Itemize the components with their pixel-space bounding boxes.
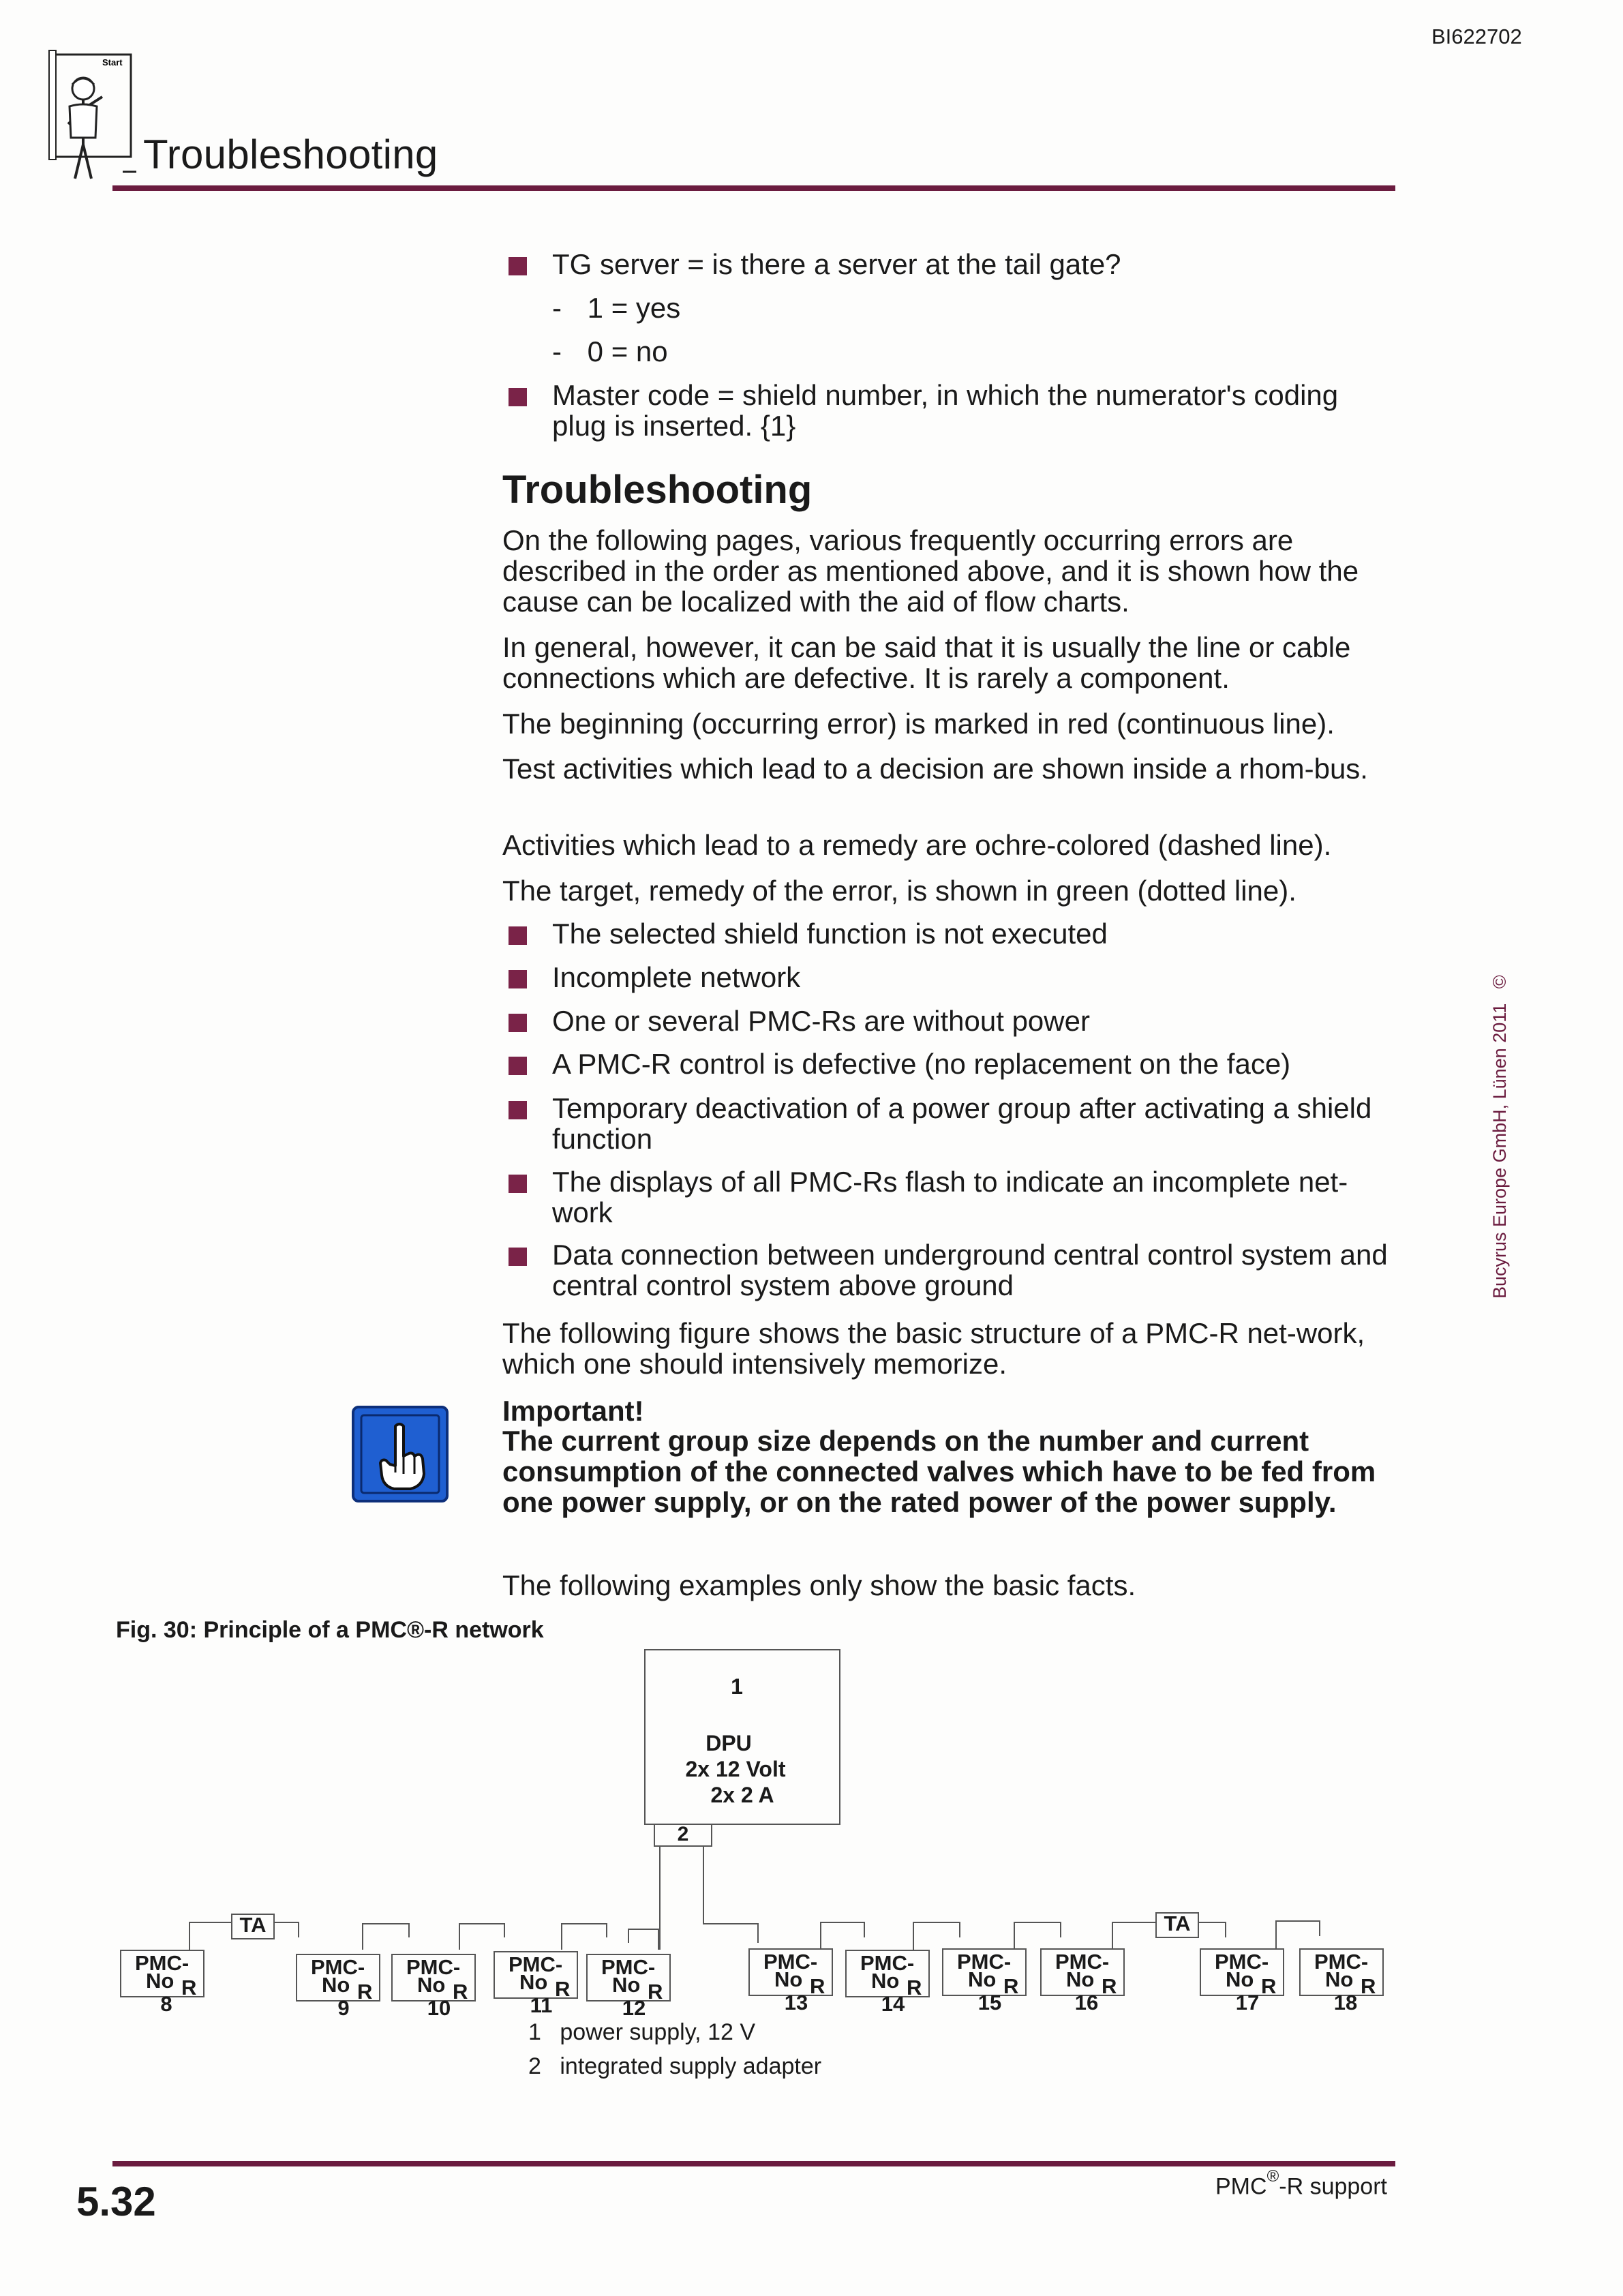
paragraph: The following examples only show the basic facts. <box>502 1569 1136 1601</box>
paragraph: In general, however, it can be said that it is usually the line or cable connections which are defective. It is rarely a component. <box>502 631 1351 694</box>
pmc-node <box>586 1954 671 2020</box>
pmc-node-no: No <box>1226 1967 1254 1991</box>
dpu-voltage: 2x 12 Volt <box>685 1757 786 1781</box>
bullet-marker <box>509 1175 527 1193</box>
sub-item <box>552 336 668 367</box>
pmc-node-suffix: R <box>1003 1974 1019 1998</box>
legend-number: 2 <box>528 2053 541 2079</box>
product-name-post: -R support <box>1279 2173 1387 2200</box>
legend-text: integrated supply adapter <box>560 2053 822 2079</box>
bullet-marker <box>509 388 527 406</box>
pmc-node-number: 18 <box>1333 1991 1358 2014</box>
section-heading: Troubleshooting <box>502 468 813 512</box>
bullet-marker <box>509 257 527 275</box>
legend-text: power supply, 12 V <box>560 2019 756 2045</box>
pmc-node-number: 17 <box>1235 1991 1260 2014</box>
dpu-current: 2x 2 A <box>710 1783 774 1807</box>
product-name-sup: ® <box>1266 2167 1279 2186</box>
paragraph: The target, remedy of the error, is shown in green (dotted line). <box>502 875 1296 907</box>
pmc-node-label: PMC- <box>1055 1950 1110 1974</box>
dpu-name: DPU <box>706 1731 752 1755</box>
bullet-marker <box>509 970 527 988</box>
pmc-node-label: PMC- <box>763 1950 818 1974</box>
pmc-node-number: 12 <box>622 1996 646 2020</box>
bullet-marker <box>509 1248 527 1266</box>
pmc-node-suffix: R <box>1361 1974 1376 1998</box>
bullet-marker <box>509 1014 527 1032</box>
pmc-node-no: No <box>417 1973 446 1997</box>
pmc-node-label: PMC- <box>311 1955 365 1979</box>
pmc-node-suffix: R <box>1102 1974 1117 1998</box>
paragraph: The following figure shows the basic structure of a PMC-R net-work, which one should intensively memorize. <box>502 1317 1365 1380</box>
pmc-node-suffix: R <box>648 1980 663 2004</box>
page-number: 5.32 <box>76 2179 156 2224</box>
header-rule <box>112 185 1395 191</box>
paragraph: Test activities which lead to a decision are shown inside a rhom-bus. <box>502 753 1368 785</box>
pmc-node-number: 15 <box>977 1991 1002 2014</box>
pmc-node-no: No <box>519 1970 548 1994</box>
product-name-pre: PMC <box>1215 2173 1267 2200</box>
pmc-node-label: PMC- <box>860 1951 915 1975</box>
pmc-node-suffix: R <box>810 1974 825 1998</box>
pmc-node-label: PMC- <box>509 1952 563 1976</box>
pmc-node-suffix: R <box>555 1977 571 2001</box>
copyright-text: Bucyrus Europe GmbH, Lünen 2011 <box>1489 1003 1510 1299</box>
pmc-node-label: PMC- <box>1314 1950 1369 1974</box>
pmc-node-number: 11 <box>530 1993 553 2017</box>
dpu-number: 1 <box>731 1674 743 1699</box>
pmc-node-suffix: R <box>181 1976 197 1999</box>
pmc-node-no: No <box>1066 1967 1095 1991</box>
pmc-node-label: PMC- <box>1215 1950 1269 1974</box>
bullet-marker <box>509 1101 527 1119</box>
side-copyright <box>1489 975 1511 1299</box>
pmc-node-label: PMC- <box>406 1955 461 1979</box>
dpu-box <box>645 1674 840 1700</box>
legend-number: 1 <box>528 2019 541 2045</box>
bullet-text: Temporary deactivation of a power group after activating a shield function <box>552 1092 1372 1155</box>
pmc-node-suffix: R <box>907 1976 922 1999</box>
adapter-label: 2 <box>677 1823 689 1845</box>
figure-legend-item <box>528 2019 755 2046</box>
logo-start-label: Start <box>102 57 123 67</box>
dpu-label-group <box>645 1730 840 1808</box>
paragraph: On the following pages, various frequently occurring errors are described in the order as mentioned above, and it is shown how the cause can be localized with the aid of flow charts. <box>502 524 1359 618</box>
copyright-symbol: © <box>1489 975 1510 989</box>
sub-item-dash: - <box>552 292 562 324</box>
product-name <box>1215 2167 1387 2200</box>
sub-item-text: 0 = no <box>587 335 668 367</box>
pmc-node-label: PMC- <box>135 1951 189 1975</box>
pmc-node <box>1040 1948 1125 2014</box>
pmc-node-suffix: R <box>357 1980 373 2004</box>
pmc-node <box>120 1950 204 2016</box>
figure-legend-item <box>528 2053 821 2080</box>
pmc-node-label: PMC- <box>601 1955 656 1979</box>
bullet-text: TG server = is there a server at the tail gate? <box>552 248 1121 280</box>
bullet-text: A PMC-R control is defective (no replacement on the face) <box>552 1048 1291 1080</box>
pmc-node <box>494 1951 578 2017</box>
pmc-node-suffix: R <box>453 1980 468 2004</box>
pmc-node-number: 10 <box>427 1996 451 2020</box>
footer-rule <box>112 2161 1395 2166</box>
main-content <box>502 249 1395 1612</box>
document-id: BI622702 <box>1431 25 1522 48</box>
ta-label-right: TA <box>1164 1912 1191 1935</box>
pmc-node <box>1299 1948 1384 2014</box>
sub-item-dash: - <box>552 335 562 367</box>
bullet-text: One or several PMC-Rs are without power <box>552 1005 1090 1037</box>
troubleshooting-logo-icon <box>48 49 136 185</box>
pmc-node <box>296 1954 380 2020</box>
pmc-node-no: No <box>1325 1967 1354 1991</box>
bullet-text: The displays of all PMC-Rs flash to indicate an incomplete net-work <box>552 1166 1348 1228</box>
paragraph: Activities which lead to a remedy are ochre-colored (dashed line). <box>502 829 1332 861</box>
pmc-node <box>845 1950 930 2016</box>
bullet-marker <box>509 1057 527 1075</box>
pmc-node <box>942 1948 1027 2014</box>
pmc-node-no: No <box>322 1973 350 1997</box>
pmc-node <box>391 1954 476 2020</box>
page-title: Troubleshooting <box>143 132 438 177</box>
sub-item <box>552 292 680 323</box>
pmc-node-no: No <box>871 1969 900 1993</box>
pmc-network-diagram <box>109 1643 1404 2079</box>
paragraph: The beginning (occurring error) is marked in red (continuous line). <box>502 708 1335 740</box>
pmc-node-label: PMC- <box>957 1950 1012 1974</box>
pmc-node-number: 16 <box>1074 1991 1099 2014</box>
pmc-node-number: 9 <box>337 1996 350 2020</box>
important-body: The current group size depends on the number and current consumption of the connected valves which have to be fed from one power supply, or on the rated power of the power supply. <box>502 1425 1376 1518</box>
pointing-hand-icon <box>352 1406 449 1502</box>
pmc-node-no: No <box>146 1969 175 1993</box>
bullet-text: Incomplete network <box>552 961 801 993</box>
pmc-node-suffix: R <box>1261 1974 1277 1998</box>
pmc-node-number: 8 <box>160 1992 172 2016</box>
pmc-node-no: No <box>774 1967 803 1991</box>
bullet-text: The selected shield function is not executed <box>552 918 1108 950</box>
figure-caption: Fig. 30: Principle of a PMC®-R network <box>116 1617 544 1643</box>
sub-item-text: 1 = yes <box>587 292 681 324</box>
pmc-node-no: No <box>612 1973 641 1997</box>
ta-label-left: TA <box>239 1913 267 1937</box>
pmc-node <box>1200 1948 1284 2014</box>
pmc-node-number: 13 <box>784 1991 808 2014</box>
bullet-marker <box>509 926 527 945</box>
pmc-node <box>748 1948 833 2014</box>
pmc-node-no: No <box>968 1967 997 1991</box>
bullet-text: Data connection between underground central control system and central control system above ground <box>552 1239 1388 1301</box>
important-title: Important! <box>502 1395 644 1427</box>
bullet-text: Master code = shield number, in which the numerator's coding plug is inserted. {1} <box>552 379 1339 442</box>
pmc-node-number: 14 <box>881 1992 905 2016</box>
